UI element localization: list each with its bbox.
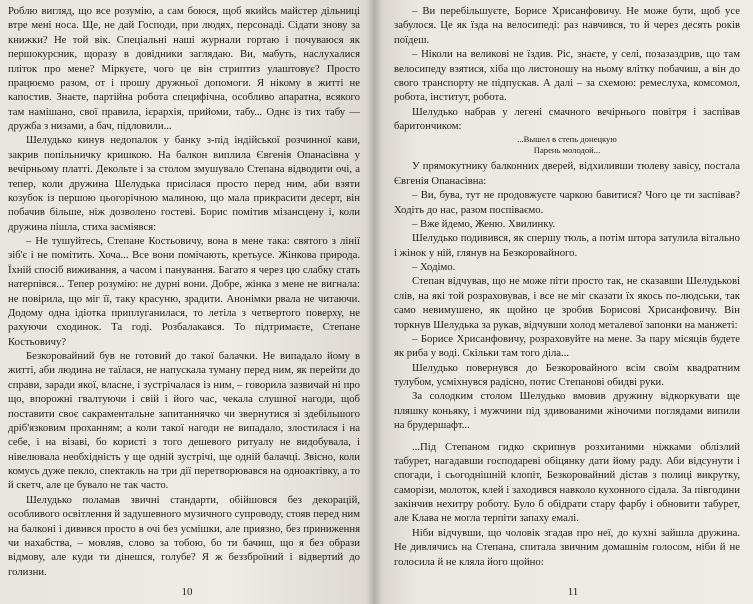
left-page (0, 0, 374, 604)
paragraph: ...Під Степаном гидко скрипнув розхитаними ніжками облізлий табурет, нагадавши господареві обіцянку дати йому раду. Аби відсунути і спогади, і сьогоднішній клопіт, Безкоровайний дістав з полиці викрутку, саморізи, молоток, клей і заходився навколо кухонного сідала. За півгодини закінчив нехитру роботу. Було б обідрати стару фарбу і обновити табурет, але Клава не могла терпіти запаху емалі. (394, 440, 740, 525)
paragraph: Роблю вигляд, що все розумію, а сам боюся, щоб якийсь майстер дільниці втре мені носа. Ще, не дай Господи, при людях, персонаді. Сідати знову за книжки? Не той вік. Спеціальні наші журнали гортаю і почуваюся як першокурсник, щоразу в довідники заглядаю. Ви, мабуть, наслухалися пліток про мене? Міркуєте, чого це він стриптиз улаштовує? Просто працюємо разом, от і прошу дружньої допомоги. Я нікому в житті не капостив. Знаєте, партійна робота специфічна, особливо апаратна, всякого там намішано, свої правила, ієрархія, прийоми, табу... Однє із тих табу — дружба з низами, а бач, підловили... (8, 5, 360, 132)
paragraph: Шелудько кинув недопалок у банку з-під індійської розчинної кави, закрив попільничку кришкою. На балкон виплила Євгенія Опанасівна у вечірньому платті. Декольте і за столом змушувало Степана відводити очі, а тепер, коли дружина Шелудька присілася просто перед ним, аби взяти козубок із першою цьогорічною малиною, що мала прикрасити десерт, він побачив більше, ніж дозволено гостеві. Борис помітив мізансцену і, коли дружина пішла, стиха засміявся: (8, 134, 360, 233)
paragraph: Степан відчував, що не може піти просто так, не сказавши Шелудькові слів, на які той розраховував, і все не міг сказати їх якось по-людськи, так само невимушено, як щойно це зробив Борисові Хрисанфовичу. Він торкнув Шелудька за рукав, відчувши холод металевої запонки на манжеті: (394, 275, 740, 331)
left-page-text (8, 4, 360, 579)
book-gutter (366, 0, 382, 604)
paragraph: Шелудько набрав у легені смачного вечірнього повітря і заспівав баритончиком: (394, 105, 740, 132)
paragraph: – Вже йдемо, Женю. Хвилинку. (412, 217, 556, 230)
song-verse (394, 134, 740, 156)
paragraph: – Ви перебільшуєте, Борисе Хрисанфовичу. Не може бути, щоб усе забулося. Це як їзда на велосипеді: раз навчився, то й через десять років поїдеш. (394, 5, 740, 46)
paragraph: Безкоровайний був не готовий до такої балачки. Не випадало йому в житті, аби людина не таїлася, не напускала туману перед ним, як перейти до справи, заради якої, власне, і зустрічалася із ним, – говорила зазвичай ні про що, впорожні гвалтуючи і свій і його час, чекала слушної нагоди, щоб поставити своє сакраментальне запитаннячко чи звернутися зі здебільшого дріб'язковим проханням; а коли такої нагоди не випадало, злостилася і на себе, і на візаві, бо користі з того дешевого ритуалу не видобувала, і нівелювала необхідність у ще одній зустрічі, ще одній балачці. Звісно, коли комусь дуже пекло, спектакль на три дії перетворювався на одноактівку, а то й скетч, але це бувало не так часто. (8, 350, 360, 492)
page-number: 11 (567, 586, 579, 598)
paragraph: – Ходімо. (412, 261, 456, 273)
right-page (374, 0, 753, 604)
paragraph: Шелудько поламав звичні стандарти, обійшовся без декорацій, особливого освітлення й задушевного музичного супроводу, стояв перед ним на балконі і дивився просто в очі без усмішки, але приязно, без приниження чи нахабства, – мовляв, слово за тобою, бо ти бачиш, що я без образи відмову, але куди ти дінешся, голубе? Я ж беззброїний і відвертий до голизни. (8, 493, 360, 578)
verse-line: Парень молодой... (533, 145, 601, 156)
paragraph: За солодким столом Шелудько вмовив дружину відкоркувати ще пляшку коньяку, і мужчини під здивованими жіночими поглядами випили на брудершафт... (394, 390, 740, 432)
paragraph: Шелудько подивився, як спершу тюль, а потім штора затулила вітально і жінок у ній, глянув на Безкоровайного. (394, 232, 740, 259)
page-number: 10 (181, 586, 193, 598)
verse-line: ...Вышел в степь донецкую (517, 134, 617, 145)
paragraph: – Ніколи на великові не їздив. Ріс, знаєте, у селі, позазаздрив, що там велосипеду взятися, хіба що листоношу на ньому влітку побачиш, а він до свого транспорту не підпускав. А далі – за схемою: ремеслуха, комсомол, робота, інститут, робота. (394, 48, 740, 104)
paragraph: У прямокутнику балконних дверей, відхиливши тюлеву завісу, постала Євгенія Опанасівна: (394, 160, 740, 187)
paragraph: – Ви, бува, тут не продовжуєте чаркою бавитися? Чого це ти заспівав? Ходіть до нас, разом поспіваємо. (394, 189, 740, 216)
right-page-text (394, 4, 740, 569)
paragraph: Шелудько повернувся до Безкоровайного всім своїм квадратним тулубом, усміхнувся радісно, потис Степанові обидві руки. (394, 361, 740, 388)
paragraph: Ніби відчувши, що чоловік згадав про неї, до кухні зайшла дружина. Не дивлячись на Степана, спитала звичним домашнім голосом, ніби й не голосила й не кляла його щойно: (394, 526, 740, 568)
paragraph: – Борисе Хрисанфовичу, розраховуйте на мене. За пару місяців будете як риба у воді. Скільки там того діла... (394, 332, 740, 360)
paragraph: – Не тушуйтесь, Степане Костьовичу, вона в мене така: святого з лінії зіб'є і не помітить. Хоча... Все вони помічають, кретьусе. Жінкова природа. Їхній спосіб виживання, а часом і панування. Багато я через цю слабку стать натерпівся... Тепер розумію: не дурні вони. Добре, жінка з мене не вигнала: не повірила, що міг її, таку красуню, зрадити. Анонімки рвала не читаючи. Додому одна ідіотка приплуганилася, то летіла з четвертого поверху, не рахуючи сходинок. Та годі. Розбалакався. То підтримаєте, Степане Костьовичу? (8, 235, 360, 348)
